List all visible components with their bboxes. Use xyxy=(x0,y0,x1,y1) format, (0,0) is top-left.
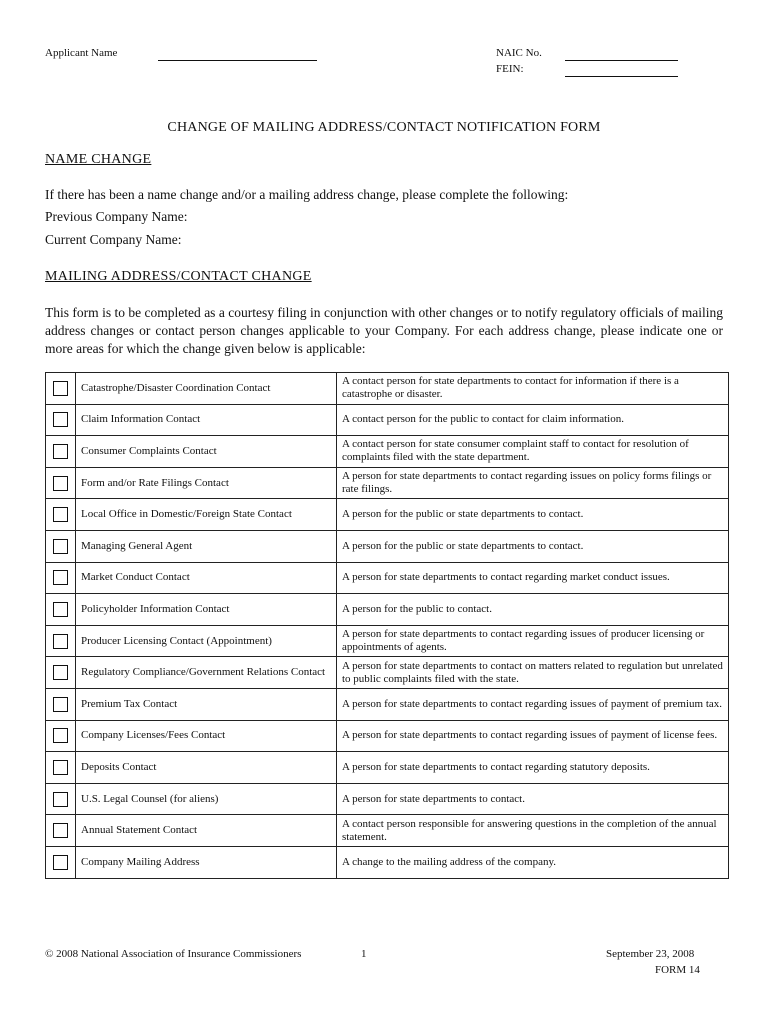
area-name: Company Licenses/Fees Contact xyxy=(76,720,337,752)
area-checkbox[interactable] xyxy=(53,570,68,585)
area-checkbox[interactable] xyxy=(53,697,68,712)
footer-form-id: FORM 14 xyxy=(655,964,700,976)
table-row xyxy=(46,657,729,689)
checkbox-cell xyxy=(46,467,76,499)
checkbox-cell xyxy=(46,752,76,784)
area-name: Policyholder Information Contact xyxy=(76,594,337,626)
area-description: A person for the public to contact. xyxy=(337,594,729,626)
area-description: A person for state departments to contact regarding issues of payment of premium tax. xyxy=(337,688,729,720)
area-checkbox[interactable] xyxy=(53,539,68,554)
checkbox-cell xyxy=(46,562,76,594)
area-name: U.S. Legal Counsel (for aliens) xyxy=(76,783,337,815)
table-row xyxy=(46,846,729,878)
area-checkbox[interactable] xyxy=(53,823,68,838)
table-row xyxy=(46,783,729,815)
area-name: Deposits Contact xyxy=(76,752,337,784)
area-description: A contact person responsible for answering questions in the completion of the annual statement. xyxy=(337,815,729,847)
mailing-change-heading: MAILING ADDRESS/CONTACT CHANGE xyxy=(45,269,312,284)
area-description: A contact person for state consumer complaint staff to contact for resolution of complaints filed with the state department. xyxy=(337,436,729,468)
checkbox-cell xyxy=(46,815,76,847)
area-description: A person for state departments to contact regarding issues on policy forms filings or rate filings. xyxy=(337,467,729,499)
area-description: A person for the public or state departments to contact. xyxy=(337,499,729,531)
table-row xyxy=(46,467,729,499)
applicant-name-label: Applicant Name xyxy=(45,47,118,59)
area-checkbox[interactable] xyxy=(53,412,68,427)
table-row xyxy=(46,688,729,720)
table-row xyxy=(46,625,729,657)
checkbox-cell xyxy=(46,594,76,626)
area-name: Managing General Agent xyxy=(76,530,337,562)
area-name: Local Office in Domestic/Foreign State Contact xyxy=(76,499,337,531)
table-row xyxy=(46,594,729,626)
form-title: CHANGE OF MAILING ADDRESS/CONTACT NOTIFICATION FORM xyxy=(167,120,601,135)
area-description: A person for state departments to contact regarding issues of payment of license fees. xyxy=(337,720,729,752)
table-row xyxy=(46,562,729,594)
table-row xyxy=(46,436,729,468)
area-checkbox[interactable] xyxy=(53,792,68,807)
contact-areas-table xyxy=(45,372,729,879)
checkbox-cell xyxy=(46,530,76,562)
checkbox-cell xyxy=(46,499,76,531)
mailing-change-paragraph: This form is to be completed as a courtesy filing in conjunction with other changes or to notify regulatory officials of mailing address changes or contact person changes applicable to your Company. For each address change, please indicate one or more areas for which the change given below is applicable: xyxy=(45,305,723,356)
area-name: Form and/or Rate Filings Contact xyxy=(76,467,337,499)
area-checkbox[interactable] xyxy=(53,444,68,459)
checkbox-cell xyxy=(46,373,76,405)
naic-number-blank[interactable] xyxy=(565,51,678,61)
fein-label: FEIN: xyxy=(496,63,524,75)
area-description: A person for state departments to contact regarding market conduct issues. xyxy=(337,562,729,594)
area-name: Catastrophe/Disaster Coordination Contact xyxy=(76,373,337,405)
area-description: A person for state departments to contact on matters related to regulation but unrelated to public complaints filed with the state. xyxy=(337,657,729,689)
table-row xyxy=(46,373,729,405)
table-row xyxy=(46,815,729,847)
area-description: A contact person for state departments to contact for information if there is a catastrophe or disaster. xyxy=(337,373,729,405)
checkbox-cell xyxy=(46,846,76,878)
checkbox-cell xyxy=(46,688,76,720)
naic-label: NAIC No. xyxy=(496,47,542,59)
checkbox-cell xyxy=(46,404,76,436)
area-checkbox[interactable] xyxy=(53,507,68,522)
checkbox-cell xyxy=(46,625,76,657)
table-row xyxy=(46,720,729,752)
table-row xyxy=(46,752,729,784)
area-description: A change to the mailing address of the company. xyxy=(337,846,729,878)
area-description: A person for state departments to contact. xyxy=(337,783,729,815)
area-name: Market Conduct Contact xyxy=(76,562,337,594)
applicant-name-blank[interactable] xyxy=(158,51,317,61)
area-name: Regulatory Compliance/Government Relations Contact xyxy=(76,657,337,689)
name-change-heading: NAME CHANGE xyxy=(45,152,152,167)
area-name: Premium Tax Contact xyxy=(76,688,337,720)
area-name: Annual Statement Contact xyxy=(76,815,337,847)
area-description: A person for state departments to contact regarding issues of producer licensing or appointments of agents. xyxy=(337,625,729,657)
fein-blank[interactable] xyxy=(565,67,678,77)
area-name: Consumer Complaints Contact xyxy=(76,436,337,468)
checkbox-cell xyxy=(46,720,76,752)
area-checkbox[interactable] xyxy=(53,634,68,649)
previous-company-name-label: Previous Company Name: xyxy=(45,209,188,224)
table-row xyxy=(46,530,729,562)
area-checkbox[interactable] xyxy=(53,381,68,396)
area-checkbox[interactable] xyxy=(53,602,68,617)
checkbox-cell xyxy=(46,783,76,815)
footer-page-number: 1 xyxy=(361,948,367,960)
checkbox-cell xyxy=(46,436,76,468)
area-name: Company Mailing Address xyxy=(76,846,337,878)
area-description: A person for the public or state departments to contact. xyxy=(337,530,729,562)
area-name: Producer Licensing Contact (Appointment) xyxy=(76,625,337,657)
footer-copyright: © 2008 National Association of Insurance Commissioners xyxy=(45,948,302,960)
table-row xyxy=(46,499,729,531)
checkbox-cell xyxy=(46,657,76,689)
area-description: A person for state departments to contact regarding statutory deposits. xyxy=(337,752,729,784)
footer-date: September 23, 2008 xyxy=(606,948,695,960)
current-company-name-label: Current Company Name: xyxy=(45,232,182,247)
applicant-name-field xyxy=(45,47,117,59)
area-checkbox[interactable] xyxy=(53,665,68,680)
area-name: Claim Information Contact xyxy=(76,404,337,436)
area-description: A contact person for the public to contact for claim information. xyxy=(337,404,729,436)
table-row xyxy=(46,404,729,436)
area-checkbox[interactable] xyxy=(53,476,68,491)
area-checkbox[interactable] xyxy=(53,855,68,870)
area-checkbox[interactable] xyxy=(53,760,68,775)
area-checkbox[interactable] xyxy=(53,728,68,743)
name-change-intro: If there has been a name change and/or a mailing address change, please complete the following: xyxy=(45,187,569,202)
